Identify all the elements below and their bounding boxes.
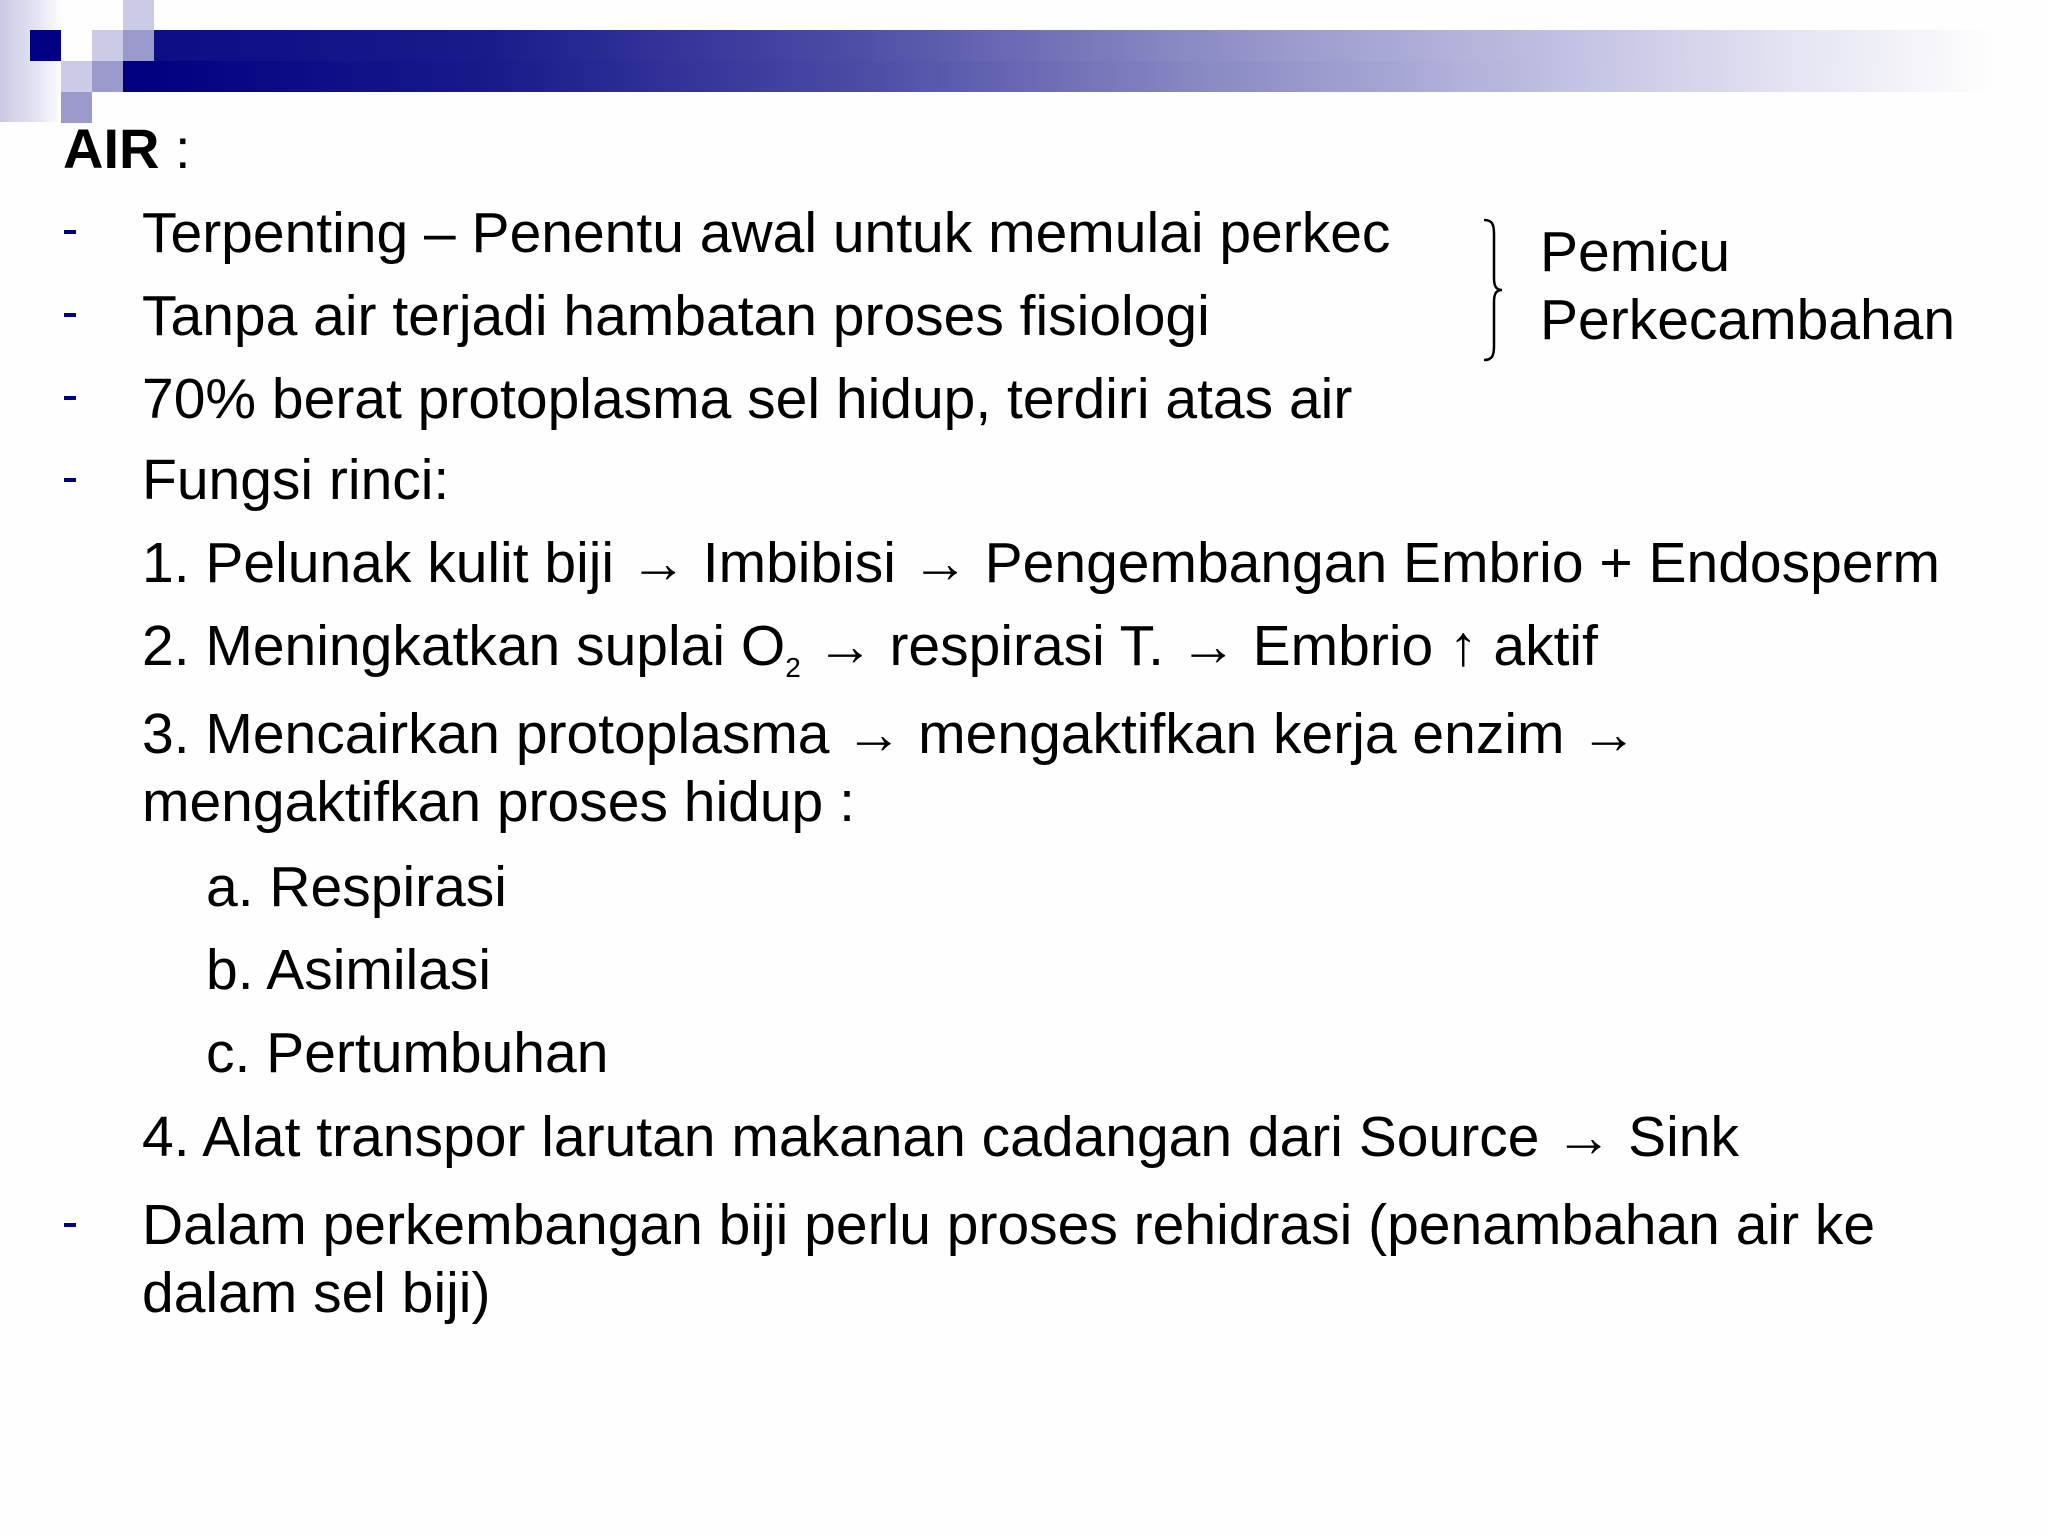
header-square [92,30,123,61]
sub-item-a: a. Respirasi [206,855,507,919]
bullet-text-last-line1: Dalam perkembangan biji perlu proses rehidrasi (penambahan air ke [142,1193,1876,1257]
bullet-dash-icon [64,478,76,482]
bullet-dash-icon [64,396,76,400]
bullet-dash-icon [64,230,76,234]
bullet-text: 70% berat protoplasma sel hidup, terdiri atas air [142,367,1353,431]
header-square [123,30,154,61]
function-item-3-line2: mengaktifkan proses hidup : [142,770,855,834]
function-item-4: 4. Alat transpor larutan makanan cadangan dari Source → Sink [142,1105,1739,1169]
sub-item-c: c. Pertumbuhan [206,1021,609,1085]
bullet-dash-icon [64,313,76,317]
header-square [92,61,123,92]
header-bar [123,61,1994,92]
header-square [61,61,92,92]
header-left-fade [0,0,62,122]
brace-label-line2: Perkecambahan [1540,288,1956,352]
bullet-dash-icon [64,1223,76,1227]
header-square [30,30,61,61]
header-square [123,0,154,31]
bullet-text-last-line2: dalam sel biji) [142,1261,491,1325]
sub-item-b: b. Asimilasi [206,938,492,1002]
bullet-text: Tanpa air terjadi hambatan proses fisiologi [142,284,1210,348]
right-brace-icon [1478,216,1512,364]
bullet-text: Terpenting – Penentu awal untuk memulai perkec [142,201,1391,265]
function-item-1: 1. Pelunak kulit biji → Imbibisi → Pengembangan Embrio + Endosperm [142,531,1940,595]
slide-title: AIR : [63,117,191,180]
brace-label-line1: Pemicu [1540,220,1731,284]
header-bar [154,30,1994,61]
function-item-2: 2. Meningkatkan suplai $O_2$ → respirasi T. → Embrio ↑ aktif [142,614,1598,683]
function-item-3-line1: 3. Mencairkan protoplasma → mengaktifkan kerja enzim → [142,702,1638,766]
bullet-text: Fungsi rinci: [142,448,450,512]
